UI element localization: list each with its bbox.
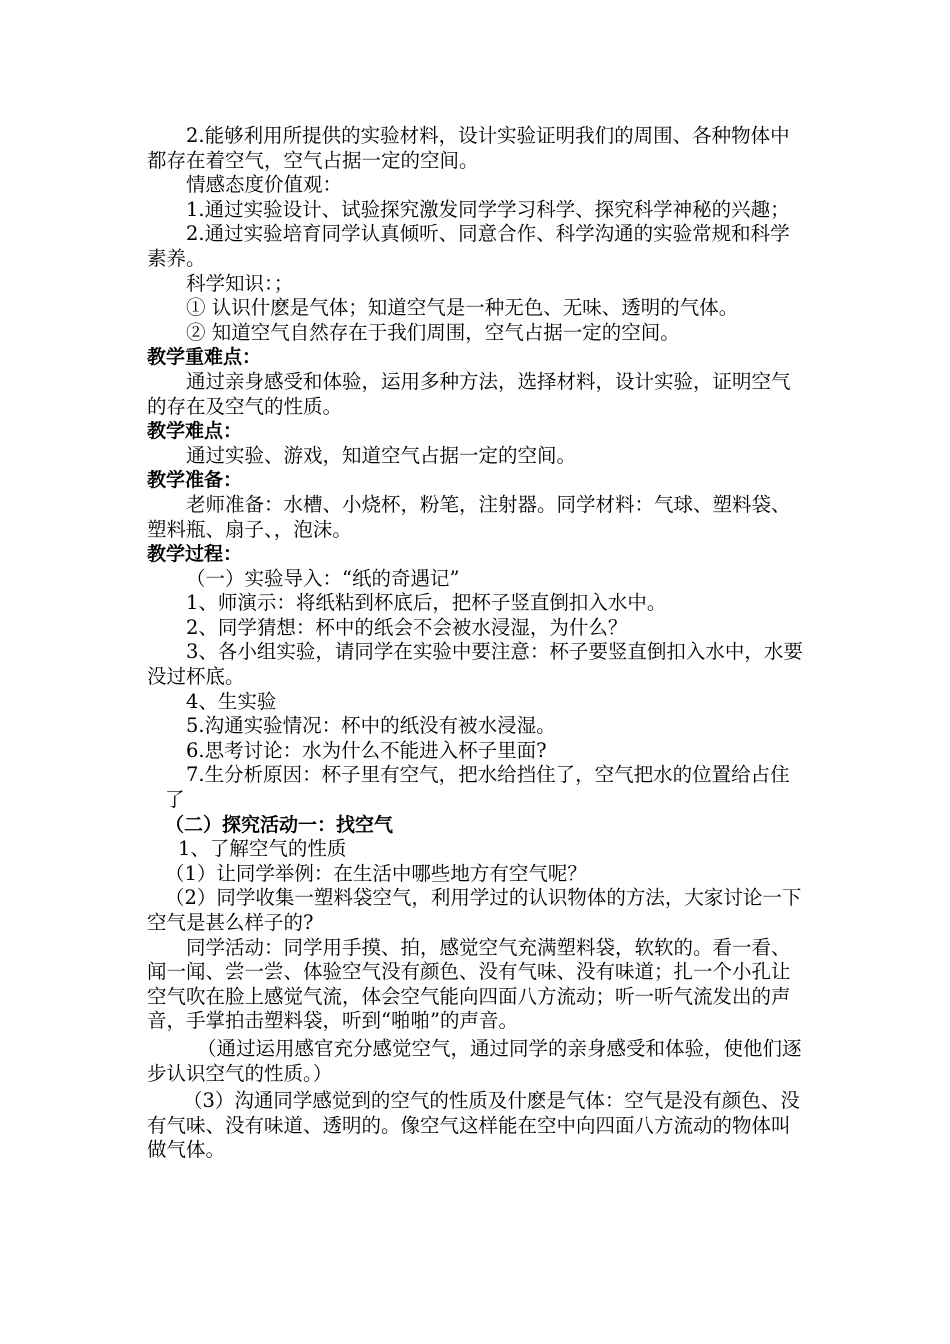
- process-intro-title: （一）实验导入：“纸的奇遇记”: [186, 566, 460, 590]
- attitude-item-1: 1.通过实验设计、试验探究激发同学学习科学、探究科学神秘的兴趣；: [186, 197, 790, 221]
- section-label-knowledge: 科学知识：；: [186, 271, 294, 295]
- heading-process: 教学过程：: [147, 543, 243, 566]
- knowledge-item-1: ① 认识什麽是气体；知道空气是一种无色、无味、透明的气体。: [186, 296, 739, 320]
- preparation-paragraph: 老师准备：水槽、小烧杯，粉笔，注射器。同学材料：气球、塑料袋、塑料瓶、扇子、，泡沫。: [147, 492, 791, 541]
- difficulties-paragraph: 通过实验、游戏，知道空气占据一定的空间。: [186, 443, 577, 467]
- heading-preparation: 教学准备：: [147, 469, 243, 492]
- activity-1-item-1: （1）让同学举例：在生活中哪些地方有空气呢？: [165, 861, 587, 885]
- process-step-7: 7.生分析原因：杯子里有空气，把水给挡住了，空气把水的位置给占住了: [165, 763, 790, 812]
- attitude-item-2: 2.通过实验培育同学认真倾听、同意合作、科学沟通的实验常规和科学素养。: [147, 222, 790, 270]
- process-step-4: 4、生实验: [186, 689, 277, 713]
- heading-activity-1: （二）探究活动一：找空气: [165, 813, 394, 836]
- activity-1-student-activity: 同学活动：同学用手摸、拍，感觉空气充满塑料袋，软软的。看一看、闻一闻、尝一尝、体验空气没有颜色、没有气味、没有味道；扎一个小孔让空气吹在脸上感觉气流，体会空气能向四面八方流动；听一听气流发出的声音，手掌拍击塑料袋，听到“啪啪”的声音。: [147, 935, 791, 1033]
- activity-1-item-2: （2）同学收集一塑料袋空气，利用学过的认识物体的方法，大家讨论一下空气是甚么样子的?: [147, 886, 802, 934]
- knowledge-item-2: ② 知道空气自然存在于我们周围，空气占据一定的空间。: [186, 320, 680, 344]
- process-step-6: 6.思考讨论：水为什么不能进入杯子里面?: [186, 738, 547, 762]
- activity-1-item-3: （3）沟通同学感觉到的空气的性质及什麽是气体：空气是没有颜色、没有气味、没有味道、透明的。像空气这样能在空中向四面八方流动的物体叫做气体。: [147, 1089, 800, 1162]
- key-points-paragraph: 通过亲身感受和体验，运用多种方法，选择材料，设计实验，证明空气的存在及空气的性质。: [147, 369, 791, 418]
- heading-key-points: 教学重难点：: [147, 346, 262, 369]
- process-step-2: 2、同学猜想：杯中的纸会不会被水浸湿，为什么？: [186, 615, 628, 639]
- activity-1-note: （通过运用感官充分感觉空气，通过同学的亲身感受和体验，使他们逐步认识空气的性质。）: [147, 1036, 802, 1085]
- process-step-3: 3、各小组实验，请同学在实验中要注意：杯子要竖直倒扣入水中，水要没过杯底。: [147, 640, 803, 689]
- objective-paragraph-2: 2.能够利用所提供的实验材料，设计实验证明我们的周围、各种物体中都存在着空气，空气占据一定的空间。: [147, 124, 790, 172]
- heading-difficulties: 教学难点：: [147, 420, 243, 443]
- section-label-attitude: 情感态度价值观：: [186, 173, 343, 197]
- process-step-1: 1、师演示：将纸粘到杯底后，把杯子竖直倒扣入水中。: [186, 591, 667, 615]
- process-step-5: 5.沟通实验情况：杯中的纸没有被水浸湿。: [186, 714, 556, 738]
- document-body: [147, 124, 807, 1163]
- activity-1-subtitle: 1、了解空气的性质: [178, 837, 347, 861]
